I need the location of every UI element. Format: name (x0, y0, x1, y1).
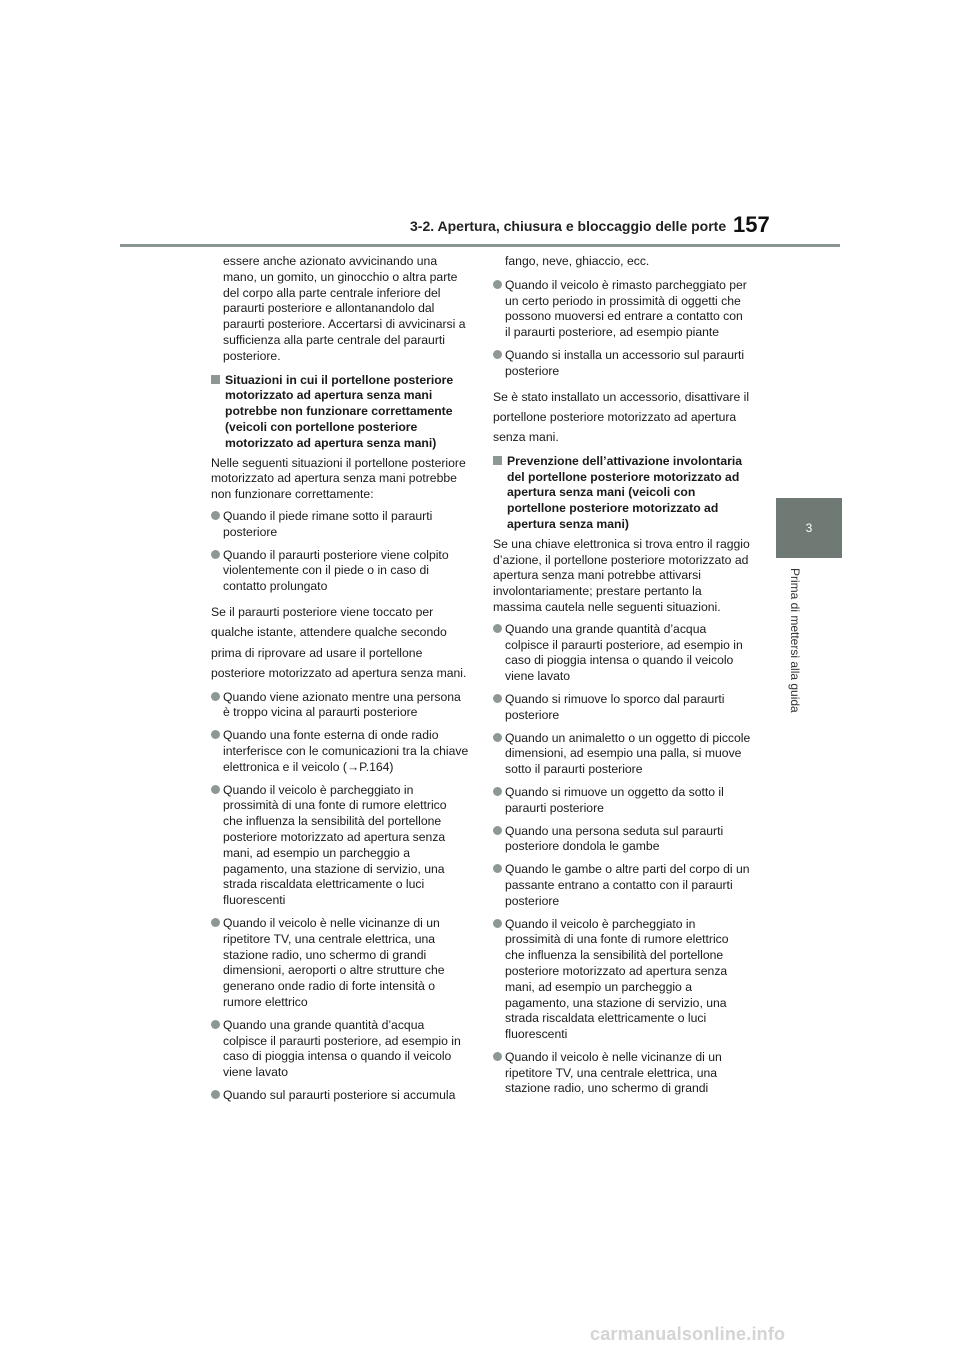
list-item (211, 1018, 469, 1081)
list-item (493, 731, 751, 778)
list-item (211, 509, 469, 541)
bullet-dot-icon (493, 864, 502, 873)
section-heading (211, 373, 469, 452)
list-item (493, 862, 751, 909)
continuation-text: fango, neve, ghiaccio, ecc. (505, 254, 650, 268)
list-item (493, 917, 751, 1043)
list-item-text: Quando il veicolo è parcheggiato in prossimità di una fonte di rumore elettrico che influenza la sensibilità del portellone posteriore motorizzato ad apertura senza mani, ad esempio un parcheggio a pagamento, una stazione di servizio, una strada riscaldata elettricamente o luci fluorescenti (223, 782, 447, 908)
heading-square-icon (211, 375, 220, 384)
bullet-list (493, 622, 751, 1098)
list-item (211, 1088, 469, 1104)
note-text: Se il paraurti posteriore viene toccato per qualche istante, attendere qualche secondo prima di riprovare ad usare il portellone posteriore motorizzato ad apertura senza mani. (211, 604, 467, 681)
list-item-text: Quando viene azionato mentre una persona è troppo vicina al paraurti posteriore (223, 689, 461, 720)
bullet-dot-icon (211, 918, 220, 927)
list-item-text: Quando una grande quantità d’acqua colpisce il paraurti posteriore, ad esempio in caso di pioggia intensa o quando il veicolo viene lavato (505, 621, 743, 684)
list-item-text: Quando si rimuove lo sporco dal paraurti posteriore (505, 691, 725, 722)
bullet-dot-icon (211, 550, 220, 559)
list-item (211, 690, 469, 722)
intro-text: Nelle seguenti situazioni il portellone posteriore motorizzato ad apertura senza mani potrebbe non funzionare correttamente: (211, 455, 466, 502)
list-item (493, 785, 751, 817)
list-item-text: Quando un animaletto o un oggetto di piccole dimensioni, ad esempio una palla, si muove sotto il paraurti posteriore (505, 730, 751, 777)
list-item-text: Quando una grande quantità d’acqua colpisce il paraurti posteriore, ad esempio in caso di pioggia intensa o quando il veicolo viene lavato (223, 1017, 461, 1080)
list-item-text: Quando il veicolo è parcheggiato in prossimità di una fonte di rumore elettrico che influenza la sensibilità del portellone posteriore motorizzato ad apertura senza mani, ad esempio un parcheggio a pagamento, una stazione di servizio, una strada riscaldata elettricamente o luci fluorescenti (505, 916, 729, 1042)
intro-text: Se una chiave elettronica si trova entro il raggio d’azione, il portellone posteriore motorizzato ad apertura senza mani potrebbe attivarsi involontariamente; prestare pertanto la massima cautela nelle seguenti situazioni. (493, 536, 750, 614)
bullet-dot-icon (211, 692, 220, 701)
left-column (211, 254, 469, 1111)
chapter-tab-gap (776, 558, 842, 568)
bullet-dot-icon (493, 733, 502, 742)
list-item-text: Quando si installa un accessorio sul paraurti posteriore (505, 347, 745, 378)
list-item-text: Quando il paraurti posteriore viene colpito violentemente con il piede o in caso di contatto prolungato (223, 547, 449, 594)
bullet-dot-icon (493, 350, 502, 359)
bullet-list (493, 278, 751, 380)
section-title: 3-2. Apertura, chiusura e bloccaggio delle porte (410, 218, 727, 234)
list-item-text: Quando il veicolo è nelle vicinanze di un ripetitore TV, una centrale elettrica, una stazione radio, uno schermo di grandi (505, 1049, 722, 1096)
chapter-number: 3 (805, 521, 813, 535)
bullet-dot-icon (211, 1020, 220, 1029)
list-item-text: Quando il veicolo è rimasto parcheggiato per un certo periodo in prossimità di oggetti che possono muoversi ed entrare a contatto con il paraurti posteriore, ad esempio piante (505, 277, 747, 340)
bullet-list (211, 690, 469, 1104)
bullet-dot-icon (493, 919, 502, 928)
continuation-text: essere anche azionato avvicinando una mano, un gomito, un ginocchio o altra parte del corpo alla parte centrale inferiore del paraurti posteriore e allontanandolo dal paraurti posteriore. Accertarsi di avvicinarsi a sufficienza alla parte centrale del paraurti posteriore. (223, 254, 466, 363)
list-item (493, 692, 751, 724)
list-item (211, 548, 469, 595)
page-number: 157 (733, 212, 770, 237)
heading-text: Situazioni in cui il portellone posteriore motorizzato ad apertura senza mani potrebbe non funzionare correttamente (veicoli con portellone posteriore motorizzato ad apertura senza mani) (225, 372, 454, 450)
list-item (493, 622, 751, 685)
chapter-title: Prima di mettersi alla guida (788, 568, 802, 713)
list-item (211, 728, 469, 775)
bullet-dot-icon (493, 826, 502, 835)
list-item-text: Quando si rimuove un oggetto da sotto il paraurti posteriore (505, 784, 724, 815)
list-item (211, 783, 469, 909)
right-column (493, 254, 751, 1104)
bullet-dot-icon (493, 694, 502, 703)
list-item-text: Quando il piede rimane sotto il paraurti posteriore (223, 508, 433, 539)
bullet-dot-icon (493, 280, 502, 289)
bullet-dot-icon (211, 511, 220, 520)
list-item-text: Quando una persona seduta sul paraurti posteriore dondola le gambe (505, 823, 724, 854)
list-item-text: Quando sul paraurti posteriore si accumula (223, 1087, 456, 1102)
list-item (493, 278, 751, 341)
list-item (493, 1050, 751, 1097)
note-text: Se è stato installato un accessorio, disattivare il portellone posteriore motorizzato ad apertura senza mani. (493, 389, 750, 445)
heading-square-icon (493, 456, 502, 465)
section-heading (493, 454, 751, 533)
list-item (211, 916, 469, 1011)
list-item-text: Quando il veicolo è nelle vicinanze di un ripetitore TV, una centrale elettrica, una stazione radio, uno schermo di grandi dimensioni, aeroporti o altre strutture che generano onde radio di forte intensità o rumore elettrico (223, 915, 445, 1009)
header-divider (120, 244, 840, 247)
bullet-dot-icon (211, 1090, 220, 1099)
bullet-dot-icon (493, 1052, 502, 1061)
list-item-text: Quando una fonte esterna di onde radio interferisce con le comunicazioni tra la chiave elettronica e il veicolo (→P.164) (223, 728, 469, 774)
list-item (493, 824, 751, 856)
bullet-dot-icon (211, 730, 220, 739)
bullet-dot-icon (493, 624, 502, 633)
bullet-dot-icon (493, 787, 502, 796)
bullet-dot-icon (211, 785, 220, 794)
bullet-list (211, 509, 469, 595)
list-item-text: Quando le gambe o altre parti del corpo di un passante entrano a contatto con il paraurti posteriore (505, 862, 750, 908)
chapter-tab[interactable] (776, 498, 842, 558)
watermark: carmanualsonline.info (590, 1324, 786, 1344)
heading-text: Prevenzione dell’attivazione involontaria del portellone posteriore motorizzato ad apertura senza mani (veicoli con portellone posteriore motorizzato ad apertura senza mani) (507, 453, 743, 531)
list-item (493, 348, 751, 380)
